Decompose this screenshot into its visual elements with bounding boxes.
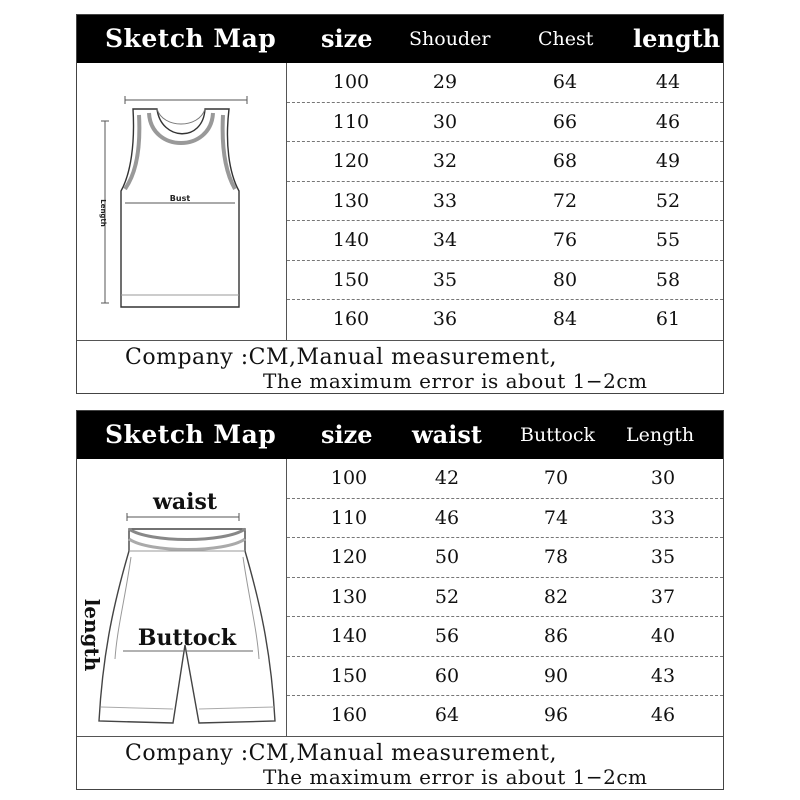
buttock-cell: 82 xyxy=(543,585,569,608)
table-row xyxy=(287,63,723,103)
length-cell: 61 xyxy=(655,308,681,331)
size-cell: 150 xyxy=(330,664,368,687)
note-line-2: The maximum error is about 1−2cm xyxy=(263,765,648,789)
size-cell: 140 xyxy=(332,229,370,252)
length-cell: 49 xyxy=(655,150,681,173)
length-cell: 46 xyxy=(650,704,676,727)
chest-cell: 68 xyxy=(552,150,578,173)
table-row xyxy=(287,182,723,222)
shoulder-cell: 32 xyxy=(432,150,458,173)
buttock-cell: 90 xyxy=(543,664,569,687)
chest-cell: 66 xyxy=(552,110,578,133)
shorts-sketch xyxy=(77,459,287,736)
header-chest: Chest xyxy=(538,28,594,50)
size-cell: 120 xyxy=(332,150,370,173)
vest-measurement-note xyxy=(77,340,723,393)
table-row xyxy=(287,617,723,657)
shoulder-cell: 33 xyxy=(432,189,458,212)
header-length: length xyxy=(633,24,721,53)
table-row xyxy=(287,459,723,499)
chest-cell: 84 xyxy=(552,308,578,331)
shorts-table-body xyxy=(287,459,723,736)
shorts-chart-header xyxy=(77,411,723,459)
header-sketch-map: Sketch Map xyxy=(105,24,277,53)
table-row xyxy=(287,103,723,143)
chest-cell: 72 xyxy=(552,189,578,212)
table-row xyxy=(287,578,723,618)
length-cell: 30 xyxy=(650,467,676,489)
waist-cell: 46 xyxy=(434,506,460,529)
chest-cell: 80 xyxy=(552,268,578,291)
note-line-2: The maximum error is about 1−2cm xyxy=(263,369,648,393)
vest-illustration xyxy=(77,63,286,340)
waist-cell: 50 xyxy=(434,546,460,569)
size-cell: 110 xyxy=(332,110,370,133)
buttock-cell: 70 xyxy=(543,467,569,489)
shorts-measurement-note xyxy=(77,736,723,789)
length-cell: 46 xyxy=(655,110,681,133)
waist-label: waist xyxy=(152,489,218,515)
buttock-cell: 86 xyxy=(543,625,569,648)
header-shoulder: Shouder xyxy=(409,28,491,50)
size-cell: 100 xyxy=(330,467,368,489)
table-row xyxy=(287,499,723,539)
length-cell: 58 xyxy=(655,268,681,291)
chest-cell: 76 xyxy=(552,229,578,252)
length-cell: 40 xyxy=(650,625,676,648)
vest-chart-header xyxy=(77,15,723,63)
size-cell: 130 xyxy=(330,585,368,608)
vest-size-chart xyxy=(76,14,724,394)
buttock-cell: 78 xyxy=(543,546,569,569)
length-cell: 44 xyxy=(655,71,681,93)
vest-table-body xyxy=(287,63,723,340)
size-cell: 120 xyxy=(330,546,368,569)
length-cell: 55 xyxy=(655,229,681,252)
length-cell: 35 xyxy=(650,546,676,569)
shorts-length-label: length xyxy=(80,598,104,672)
header-length: Length xyxy=(626,424,695,446)
length-cell: 43 xyxy=(650,664,676,687)
table-row xyxy=(287,696,723,736)
shoulder-cell: 30 xyxy=(432,110,458,133)
size-cell: 110 xyxy=(330,506,368,529)
size-cell: 130 xyxy=(332,189,370,212)
buttock-cell: 96 xyxy=(543,704,569,727)
size-cell: 150 xyxy=(332,268,370,291)
note-line-1: Company :CM,Manual measurement, xyxy=(125,741,557,766)
note-line-1: Company :CM,Manual measurement, xyxy=(125,345,557,370)
table-row xyxy=(287,221,723,261)
length-cell: 37 xyxy=(650,585,676,608)
shoulder-cell: 35 xyxy=(432,268,458,291)
vest-sketch xyxy=(77,63,287,340)
waist-cell: 56 xyxy=(434,625,460,648)
waist-cell: 52 xyxy=(434,585,460,608)
chest-cell: 64 xyxy=(552,71,578,93)
bust-label: Bust xyxy=(169,194,191,203)
shoulder-cell: 29 xyxy=(432,71,458,93)
header-size: size xyxy=(321,24,373,53)
header-buttock: Buttock xyxy=(520,424,596,446)
shorts-size-chart xyxy=(76,410,724,790)
vest-length-label: Length xyxy=(99,199,107,227)
buttock-cell: 74 xyxy=(543,506,569,529)
length-cell: 52 xyxy=(655,189,681,212)
header-sketch-map: Sketch Map xyxy=(105,420,277,449)
header-size: size xyxy=(321,420,373,449)
shorts-illustration xyxy=(77,459,286,736)
shoulder-cell: 36 xyxy=(432,308,458,331)
waist-cell: 42 xyxy=(434,467,460,489)
size-cell: 100 xyxy=(332,71,370,93)
table-row xyxy=(287,142,723,182)
size-cell: 160 xyxy=(332,308,370,331)
header-waist: waist xyxy=(412,420,482,449)
table-row xyxy=(287,657,723,697)
shoulder-cell: 34 xyxy=(432,229,458,252)
table-row xyxy=(287,261,723,301)
waist-cell: 60 xyxy=(434,664,460,687)
buttock-label: Buttock xyxy=(137,625,237,651)
length-cell: 33 xyxy=(650,506,676,529)
size-cell: 160 xyxy=(330,704,368,727)
size-cell: 140 xyxy=(330,625,368,648)
waist-cell: 64 xyxy=(434,704,460,727)
table-row xyxy=(287,300,723,340)
table-row xyxy=(287,538,723,578)
